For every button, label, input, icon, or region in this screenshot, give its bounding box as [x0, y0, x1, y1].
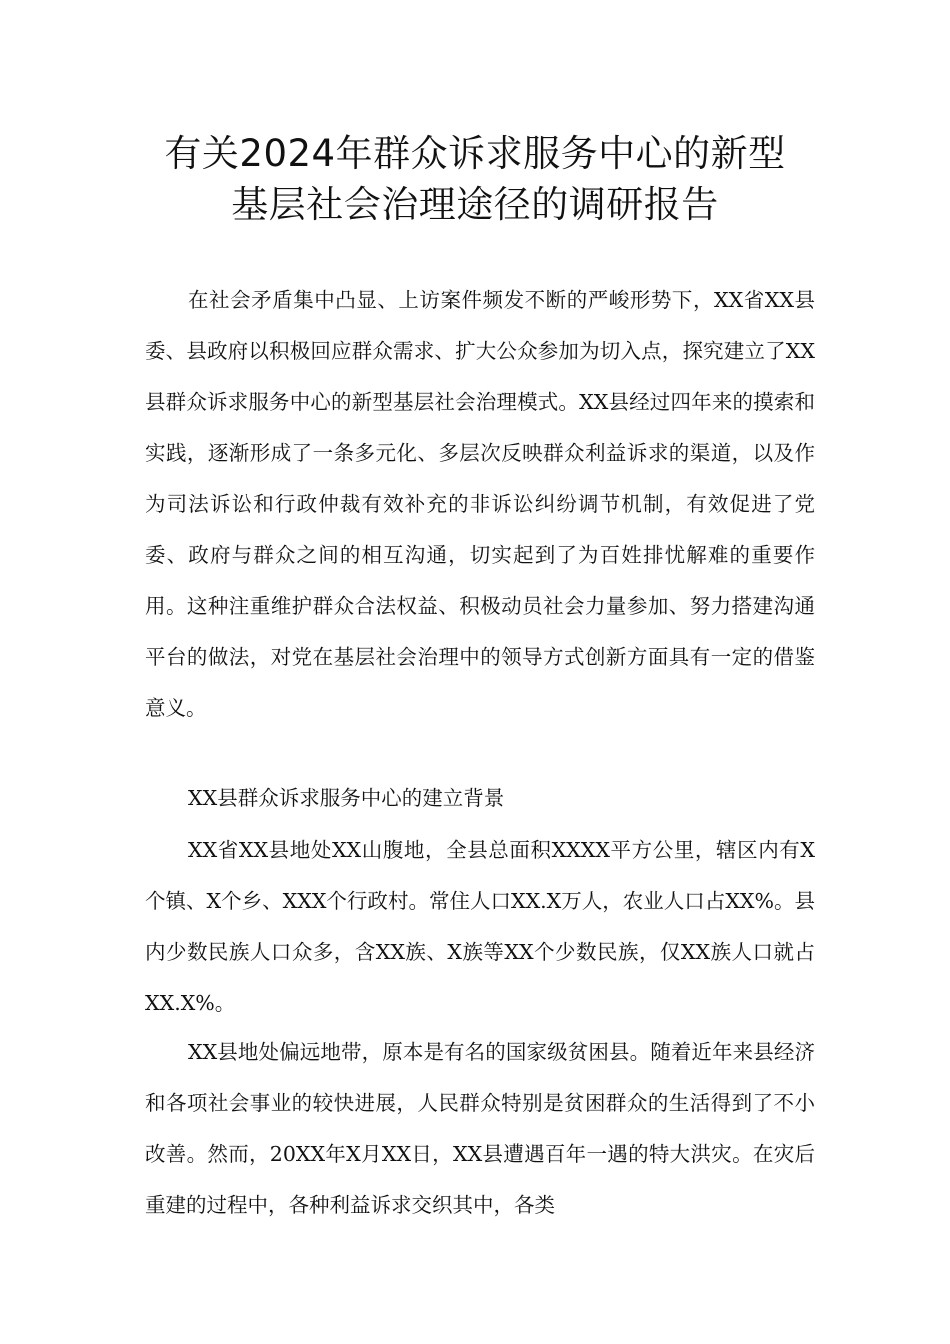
- background-paragraph-1: XX省XX县地处XX山腹地，全县总面积XXXX平方公里，辖区内有X个镇、X个乡、XXX个行政村。常住人口XX.X万人，农业人口占XX%。县内少数民族人口众多，含XX族、X族等XX个少数民族，仅XX族人口就占XX.X%。: [145, 838, 815, 1015]
- document-title-line-1: 有关2024年群众诉求服务中心的新型: [164, 132, 786, 175]
- background-paragraph-2: XX县地处偏远地带，原本是有名的国家级贫困县。随着近年来县经济和各项社会事业的较快进展，人民群众特别是贫困群众的生活得到了不小改善。然而，20XX年X月XX日，XX县遭遇百年一遇的特大洪灾。在灾后重建的过程中，各种利益诉求交织其中，各类: [145, 1040, 815, 1217]
- intro-paragraph: 在社会矛盾集中凸显、上访案件频发不断的严峻形势下，XX省XX县委、县政府以积极回应群众需求、扩大公众参加为切入点，探究建立了XX县群众诉求服务中心的新型基层社会治理模式。XX县经过四年来的摸索和实践，逐渐形成了一条多元化、多层次反映群众利益诉求的渠道，以及作为司法诉讼和行政仲裁有效补充的非诉讼纠纷调节机制，有效促进了党委、政府与群众之间的相互沟通，切实起到了为百姓排忧解难的重要作用。这种注重维护群众合法权益、积极动员社会力量参加、努力搭建沟通平台的做法，对党在基层社会治理中的领导方式创新方面具有一定的借鉴意义。: [145, 288, 815, 720]
- section-heading: XX县群众诉求服务中心的建立背景: [188, 786, 505, 810]
- document-title-line-2: 基层社会治理途径的调研报告: [231, 183, 719, 226]
